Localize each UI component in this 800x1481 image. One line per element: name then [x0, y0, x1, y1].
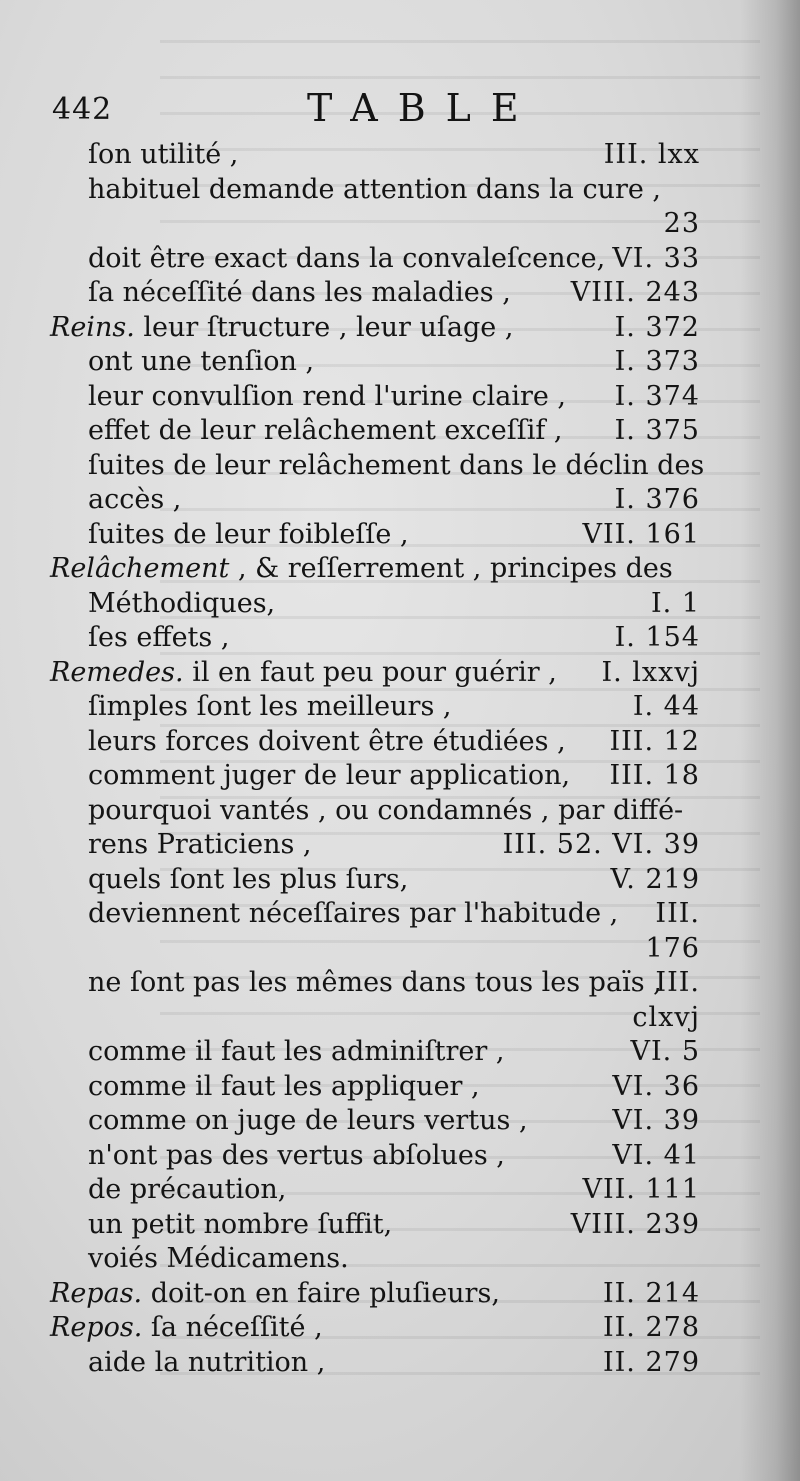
entry-body: voiés Médicamens.: [88, 1243, 349, 1274]
index-entry-sub: [50, 621, 700, 656]
entry-reference: VIII. 239: [570, 1208, 700, 1240]
entry-reference: I. 1: [650, 587, 700, 619]
index-entry-sub: [50, 138, 700, 173]
entry-body: comment juger de leur application,: [88, 760, 571, 791]
running-title: TABLE: [307, 86, 539, 130]
entry-body: ſes effets ,: [88, 622, 230, 653]
index-entry-sub: [50, 518, 700, 553]
entry-body: deviennent néceſſaires par l'habitude ,: [88, 898, 619, 929]
index-entry-sub: [50, 897, 700, 932]
entry-body: effet de leur relâchement exceſſif ,: [88, 415, 563, 446]
entry-body: comme il faut les appliquer ,: [88, 1070, 480, 1102]
entry-body: ſimples ſont les meilleurs ,: [88, 691, 452, 722]
index-entry-sub: [50, 690, 700, 725]
entry-body: ſa néceſſité dans les maladies ,: [88, 277, 511, 308]
entry-text: [88, 1173, 286, 1208]
entry-body: aide la nutrition ,: [88, 1346, 326, 1378]
entry-reference: VI. 39: [612, 1105, 700, 1136]
entry-text: [88, 1242, 349, 1277]
entry-reference: I. 376: [614, 484, 700, 515]
entry-text: [88, 173, 661, 208]
entry-reference: I. lxxvj: [601, 656, 700, 688]
entry-reference: III. 18: [609, 760, 700, 791]
index-entry-sub: [50, 587, 700, 622]
entry-reference: II. 214: [602, 1277, 700, 1309]
entry-body: ſa néceſſité ,: [150, 1312, 323, 1343]
entry-text: [88, 587, 275, 622]
entry-headword: Remedes.: [50, 656, 184, 688]
entry-text: [88, 1139, 505, 1174]
entry-reference: 176: [645, 932, 700, 964]
entry-reference: VII. 161: [582, 518, 700, 550]
entry-text: [88, 863, 408, 898]
index-entry-sub: [50, 1139, 700, 1174]
index-entry-sub: [50, 207, 700, 242]
entry-reference: III. lxx: [603, 139, 700, 170]
entry-body: ne ſont pas les mêmes dans tous les païs ,: [88, 967, 662, 998]
entry-text: [88, 1208, 392, 1243]
entry-body: ont une tenſion ,: [88, 346, 315, 377]
entry-reference: VII. 111: [582, 1174, 700, 1205]
entry-body: pourquoi vantés , ou condamnés , par diffé-: [88, 794, 684, 826]
index-entry-sub: [50, 173, 700, 208]
index-entry-sub: [50, 276, 700, 311]
entry-body: n'ont pas des vertus abſolues ,: [88, 1139, 505, 1171]
entry-text: [88, 242, 605, 277]
entry-body: habituel demande attention dans la cure ,: [88, 173, 661, 205]
entry-body: leur convulſion rend l'urine claire ,: [88, 380, 567, 412]
index-entry-sub: [50, 1208, 700, 1243]
entry-reference: II. 278: [602, 1312, 700, 1343]
entry-text: [50, 1311, 323, 1346]
index-entry-sub: [50, 828, 700, 863]
entry-body: Méthodiques,: [88, 587, 276, 619]
index-entry-main: [50, 1311, 700, 1346]
entry-text: [88, 449, 704, 484]
entry-text: [88, 621, 229, 656]
page-gutter-shadow: [740, 0, 800, 1481]
entry-body: ſuites de leur relâchement dans le déclin des: [88, 449, 705, 481]
entry-body: quels ſont les plus ſurs,: [88, 863, 409, 895]
index-entry-sub: [50, 1001, 700, 1036]
index-entries: [50, 138, 705, 1380]
index-entry-sub: [50, 794, 700, 829]
entry-body: doit être exact dans la convaleſcence,: [88, 242, 606, 274]
entry-text: [50, 552, 673, 587]
page-number: 442: [52, 92, 113, 127]
entry-text: [88, 138, 238, 173]
entry-text: [88, 794, 683, 829]
entry-body: ſon utilité ,: [88, 139, 239, 170]
entry-text: [88, 483, 181, 518]
entry-body: , & reſſerrement , principes des: [237, 553, 673, 584]
entry-text: [88, 966, 662, 1001]
entry-reference: III. 12: [609, 725, 700, 757]
entry-reference: I. 44: [632, 691, 700, 722]
entry-text: [50, 311, 513, 346]
entry-reference: I. 374: [614, 380, 700, 412]
entry-reference: I. 375: [614, 415, 700, 446]
index-entry-main: [50, 656, 700, 691]
index-entry-sub: [50, 345, 700, 380]
entry-text: [88, 414, 563, 449]
entry-reference: VI. 33: [612, 242, 700, 274]
entry-text: [88, 759, 570, 794]
index-entry-sub: [50, 449, 705, 484]
entry-reference: V. 219: [610, 863, 700, 895]
entry-body: ſuites de leur foibleſſe ,: [88, 518, 409, 550]
index-entry-sub: [50, 932, 700, 967]
entry-reference: VIII. 243: [570, 277, 700, 308]
entry-text: [88, 380, 566, 415]
entry-reference: clxvj: [632, 1001, 700, 1033]
entry-text: [88, 1035, 504, 1070]
entry-reference: II. 279: [602, 1346, 700, 1378]
index-entry-sub: [50, 725, 700, 760]
entry-body: rens Praticiens ,: [88, 829, 312, 860]
index-entry-sub: [50, 966, 700, 1001]
index-entry-sub: [50, 759, 700, 794]
entry-body: de précaution,: [88, 1174, 287, 1205]
index-entry-sub: [50, 414, 700, 449]
index-entry-sub: [50, 1070, 700, 1105]
index-entry-sub: [50, 483, 700, 518]
index-entry-sub: [50, 863, 700, 898]
entry-text: [88, 897, 618, 932]
entry-text: [88, 518, 409, 553]
entry-body: comme on juge de leurs vertus ,: [88, 1105, 528, 1136]
index-entry-sub: [50, 1346, 700, 1381]
entry-headword: Repas.: [50, 1277, 143, 1309]
entry-text: [88, 276, 511, 311]
entry-reference: 23: [663, 208, 700, 239]
entry-reference: VI. 41: [612, 1139, 700, 1171]
entry-body: accès ,: [88, 484, 182, 515]
index-entry-sub: [50, 1035, 700, 1070]
entry-reference: III.: [655, 898, 700, 929]
index-entry-sub: [50, 380, 700, 415]
entry-body: il en faut peu pour guérir ,: [192, 656, 557, 688]
index-entry-sub: [50, 242, 700, 277]
entry-reference: VI. 5: [630, 1036, 700, 1067]
entry-text: [88, 345, 314, 380]
entry-body: comme il faut les adminiſtrer ,: [88, 1036, 505, 1067]
entry-body: leurs forces doivent être étudiées ,: [88, 725, 566, 757]
index-entry-sub: [50, 1242, 700, 1277]
entry-headword: Repos.: [50, 1312, 143, 1343]
entry-text: [88, 1104, 528, 1139]
entry-text: [50, 656, 557, 691]
entry-text: [88, 690, 451, 725]
index-entry-main: [50, 311, 700, 346]
entry-reference: I. 154: [614, 622, 700, 653]
entry-text: [50, 1277, 500, 1312]
page-header: [52, 86, 752, 132]
entry-headword: Reins.: [50, 311, 135, 343]
entry-headword: Relâchement: [50, 553, 230, 584]
index-entry-sub: [50, 1173, 700, 1208]
entry-text: [88, 828, 312, 863]
entry-text: [88, 1070, 480, 1105]
entry-reference: I. 372: [614, 311, 700, 343]
index-entry-main: [50, 552, 700, 587]
entry-body: un petit nombre ſuffit,: [88, 1208, 393, 1240]
index-entry-sub: [50, 1104, 700, 1139]
entry-text: [88, 1346, 325, 1381]
entry-body: leur ſtructure , leur uſage ,: [143, 311, 514, 343]
entry-reference: I. 373: [614, 346, 700, 377]
entry-text: [88, 725, 566, 760]
entry-reference: VI. 36: [612, 1070, 700, 1102]
entry-reference: III. 52. VI. 39: [502, 829, 700, 860]
entry-body: doit-on en faire pluſieurs,: [150, 1277, 500, 1309]
entry-reference: III.: [655, 967, 700, 998]
index-entry-main: [50, 1277, 700, 1312]
